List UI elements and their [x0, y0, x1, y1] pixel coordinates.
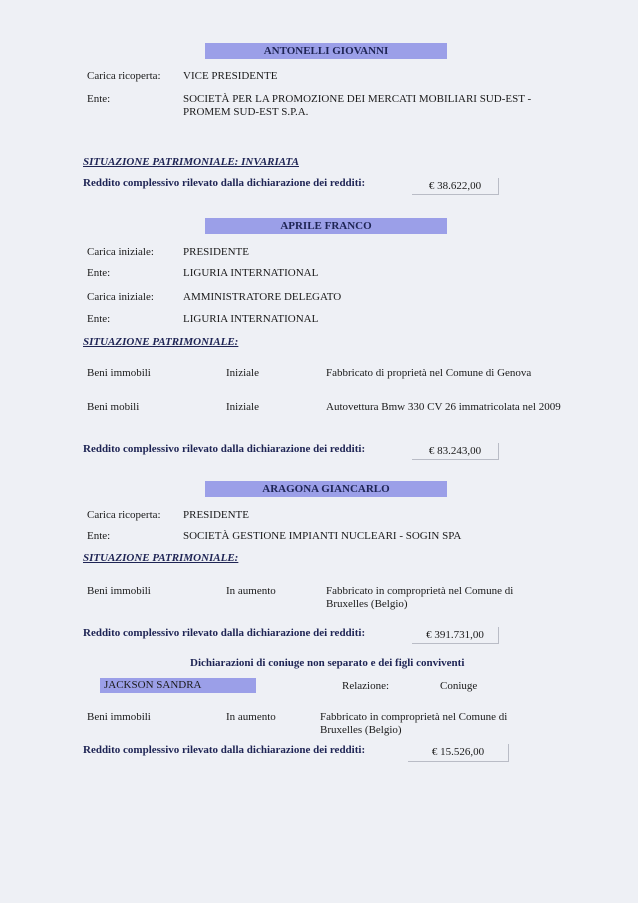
entity-value: LIGURIA INTERNATIONAL	[183, 313, 319, 325]
asset-description: Autovettura Bmw 330 CV 26 immatricolata nel 2009	[326, 401, 561, 413]
asset-type: Beni mobili	[87, 401, 140, 413]
spouse-name-bar: JACKSON SANDRA	[100, 678, 256, 693]
entity-label: Ente:	[87, 93, 111, 105]
role-label: Carica ricoperta:	[87, 509, 161, 521]
role-label: Carica ricoperta:	[87, 70, 161, 82]
person-name-bar: ANTONELLI GIOVANNI	[205, 43, 447, 59]
spouse-section-title: Dichiarazioni di coniuge non separato e dei figli conviventi	[190, 657, 465, 669]
income-value: € 83.243,00	[412, 443, 499, 460]
asset-status: Iniziale	[226, 401, 259, 413]
income-value: € 391.731,00	[412, 627, 499, 644]
entity-label: Ente:	[87, 530, 111, 542]
income-value: € 15.526,00	[408, 744, 509, 762]
person-name-bar: APRILE FRANCO	[205, 218, 447, 234]
entity-value: SOCIETÀ GESTIONE IMPIANTI NUCLEARI - SOGIN SPA	[183, 530, 462, 542]
asset-description: Fabbricato in comproprietà nel Comune di Bruxelles (Belgio)	[320, 711, 508, 736]
income-label: Reddito complessivo rilevato dalla dichiarazione dei redditi:	[83, 443, 366, 455]
situation-title: SITUAZIONE PATRIMONIALE: INVARIATA	[83, 156, 299, 168]
person-name-bar: ARAGONA GIANCARLO	[205, 481, 447, 497]
relation-value: Coniuge	[440, 680, 478, 692]
relation-label: Relazione:	[342, 680, 390, 692]
situation-title: SITUAZIONE PATRIMONIALE:	[83, 336, 239, 348]
role-value: PRESIDENTE	[183, 246, 249, 258]
entity-label: Ente:	[87, 267, 111, 279]
role-label: Carica iniziale:	[87, 291, 154, 303]
asset-description: Fabbricato in comproprietà nel Comune di Bruxelles (Belgio)	[326, 585, 514, 610]
asset-status: Iniziale	[226, 367, 259, 379]
asset-type: Beni immobili	[87, 585, 151, 597]
income-label: Reddito complessivo rilevato dalla dichiarazione dei redditi:	[83, 627, 366, 639]
asset-type: Beni immobili	[87, 711, 151, 723]
income-value: € 38.622,00	[412, 178, 499, 195]
role-value: PRESIDENTE	[183, 509, 249, 521]
entity-value: LIGURIA INTERNATIONAL	[183, 267, 319, 279]
income-label: Reddito complessivo rilevato dalla dichiarazione dei redditi:	[83, 744, 366, 756]
role-value: AMMINISTRATORE DELEGATO	[183, 291, 342, 303]
entity-value: SOCIETÀ PER LA PROMOZIONE DEI MERCATI MOBILIARI SUD-EST - PROMEM SUD-EST S.P.A.	[183, 93, 532, 118]
asset-description: Fabbricato di proprietà nel Comune di Genova	[326, 367, 532, 379]
income-label: Reddito complessivo rilevato dalla dichiarazione dei redditi:	[83, 177, 366, 189]
asset-status: In aumento	[226, 585, 276, 597]
entity-label: Ente:	[87, 313, 111, 325]
role-value: VICE PRESIDENTE	[183, 70, 278, 82]
situation-title: SITUAZIONE PATRIMONIALE:	[83, 552, 239, 564]
asset-type: Beni immobili	[87, 367, 151, 379]
role-label: Carica iniziale:	[87, 246, 154, 258]
asset-status: In aumento	[226, 711, 276, 723]
